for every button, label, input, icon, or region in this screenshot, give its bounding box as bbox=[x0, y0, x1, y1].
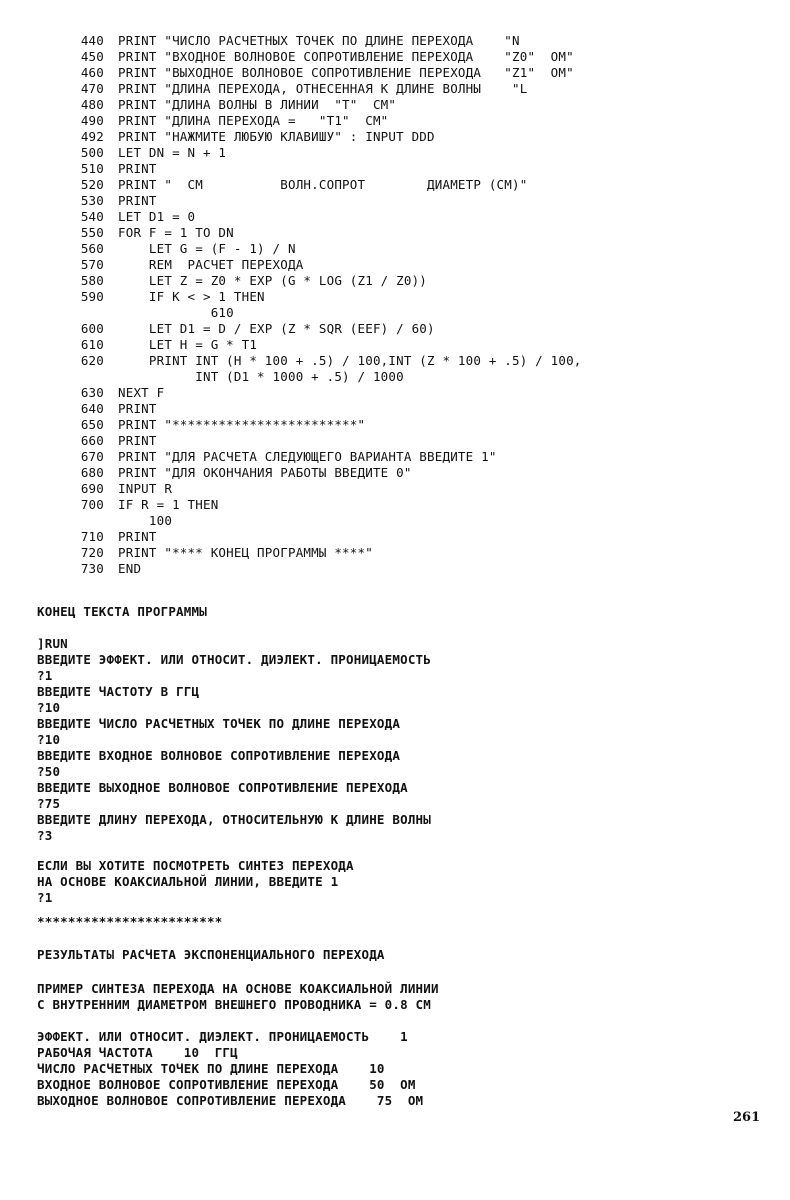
line-number: 470 bbox=[80, 81, 104, 96]
output-line: РЕЗУЛЬТАТЫ РАСЧЕТА ЭКСПОНЕНЦИАЛЬНОГО ПЕРЕХОДА bbox=[37, 947, 385, 962]
line-number: 530 bbox=[80, 193, 104, 208]
line-number: 580 bbox=[80, 273, 104, 288]
code-line bbox=[0, 417, 790, 433]
code-line bbox=[0, 353, 790, 369]
code-line bbox=[0, 161, 790, 177]
output-line: ВВЕДИТЕ ВЫХОДНОЕ ВОЛНОВОЕ СОПРОТИВЛЕНИЕ ПЕРЕХОДА bbox=[37, 780, 408, 795]
code-text: PRINT " СМ ВОЛН.СОПРОТ ДИАМЕТР (СМ)" bbox=[118, 177, 528, 192]
code-text: PRINT "ДЛЯ РАСЧЕТА СЛЕДУЮЩЕГО ВАРИАНТА ВВЕДИТЕ 1" bbox=[118, 449, 497, 464]
code-text: PRINT bbox=[118, 433, 157, 448]
code-text: LET Z = Z0 * EXP (G * LOG (Z1 / Z0)) bbox=[118, 273, 428, 288]
line-number: 450 bbox=[80, 49, 104, 64]
line-number: 600 bbox=[80, 321, 104, 336]
code-text: INT (D1 * 1000 + .5) / 1000 bbox=[118, 369, 404, 384]
line-number: 650 bbox=[80, 417, 104, 432]
listing-end-label: КОНЕЦ ТЕКСТА ПРОГРАММЫ bbox=[37, 604, 207, 619]
code-text: INPUT R bbox=[118, 481, 173, 496]
code-text: PRINT "ВХОДНОЕ ВОЛНОВОЕ СОПРОТИВЛЕНИЕ ПЕРЕХОДА "Z0" ОМ" bbox=[118, 49, 574, 64]
code-text: LET G = (F - 1) / N bbox=[118, 241, 296, 256]
page-number: 261 bbox=[733, 1110, 761, 1125]
code-text: FOR F = 1 TO DN bbox=[118, 225, 234, 240]
code-line bbox=[0, 545, 790, 561]
code-line bbox=[0, 449, 790, 465]
output-line: ВВЕДИТЕ ВХОДНОЕ ВОЛНОВОЕ СОПРОТИВЛЕНИЕ ПЕРЕХОДА bbox=[37, 748, 401, 763]
code-line bbox=[0, 65, 790, 81]
code-text: LET D1 = 0 bbox=[118, 209, 196, 224]
output-line: ВХОДНОЕ ВОЛНОВОЕ СОПРОТИВЛЕНИЕ ПЕРЕХОДА 50 ОМ bbox=[37, 1077, 416, 1092]
line-number: 540 bbox=[80, 209, 104, 224]
code-line bbox=[0, 225, 790, 241]
output-line: ЕСЛИ ВЫ ХОТИТЕ ПОСМОТРЕТЬ СИНТЕЗ ПЕРЕХОДА bbox=[37, 858, 354, 873]
output-line: ?1 bbox=[37, 890, 53, 905]
line-number: 630 bbox=[80, 385, 104, 400]
code-text: 100 bbox=[118, 513, 173, 528]
output-line: ПРИМЕР СИНТЕЗА ПЕРЕХОДА НА ОСНОВЕ КОАКСИАЛЬНОЙ ЛИНИИ bbox=[37, 981, 439, 996]
line-number: 492 bbox=[80, 129, 104, 144]
code-text: PRINT "ДЛИНА ПЕРЕХОДА, ОТНЕСЕННАЯ К ДЛИНЕ ВОЛНЫ "L bbox=[118, 81, 528, 96]
line-number: 490 bbox=[80, 113, 104, 128]
code-text: PRINT "ДЛИНА ПЕРЕХОДА = "T1" СМ" bbox=[118, 113, 389, 128]
line-number: 690 bbox=[80, 481, 104, 496]
output-line: ВВЕДИТЕ ЧИСЛО РАСЧЕТНЫХ ТОЧЕК ПО ДЛИНЕ ПЕРЕХОДА bbox=[37, 716, 401, 731]
code-line bbox=[0, 193, 790, 209]
code-line bbox=[0, 129, 790, 145]
code-line bbox=[0, 321, 790, 337]
line-number: 460 bbox=[80, 65, 104, 80]
line-number: 560 bbox=[80, 241, 104, 256]
output-line: ************************ bbox=[37, 914, 223, 929]
code-line bbox=[0, 81, 790, 97]
code-line bbox=[0, 497, 790, 513]
code-text: REM РАСЧЕТ ПЕРЕХОДА bbox=[118, 257, 304, 272]
line-number: 510 bbox=[80, 161, 104, 176]
code-text: PRINT bbox=[118, 193, 157, 208]
code-line bbox=[0, 33, 790, 49]
code-line bbox=[0, 465, 790, 481]
code-line bbox=[0, 433, 790, 449]
code-line bbox=[0, 481, 790, 497]
code-text: PRINT INT (H * 100 + .5) / 100,INT (Z * 100 + .5) / 100, bbox=[118, 353, 582, 368]
output-line: ЧИСЛО РАСЧЕТНЫХ ТОЧЕК ПО ДЛИНЕ ПЕРЕХОДА 10 bbox=[37, 1061, 385, 1076]
code-line bbox=[0, 241, 790, 257]
line-number: 610 bbox=[80, 337, 104, 352]
output-line: ?3 bbox=[37, 828, 53, 843]
code-text: PRINT bbox=[118, 161, 157, 176]
code-text: 610 bbox=[118, 305, 234, 320]
line-number: 720 bbox=[80, 545, 104, 560]
output-line: ЭФФЕКТ. ИЛИ ОТНОСИТ. ДИЭЛЕКТ. ПРОНИЦАЕМОСТЬ 1 bbox=[37, 1029, 408, 1044]
code-text: END bbox=[118, 561, 142, 576]
code-line bbox=[0, 513, 790, 529]
code-line bbox=[0, 561, 790, 577]
output-line: ?10 bbox=[37, 700, 61, 715]
line-number: 520 bbox=[80, 177, 104, 192]
code-text: PRINT "************************" bbox=[118, 417, 366, 432]
code-line bbox=[0, 177, 790, 193]
code-text: PRINT "НАЖМИТЕ ЛЮБУЮ КЛАВИШУ" : INPUT DDD bbox=[118, 129, 435, 144]
output-line: ВВЕДИТЕ ДЛИНУ ПЕРЕХОДА, ОТНОСИТЕЛЬНУЮ К ДЛИНЕ ВОЛНЫ bbox=[37, 812, 432, 827]
line-number: 550 bbox=[80, 225, 104, 240]
output-line: ВВЕДИТЕ ЭФФЕКТ. ИЛИ ОТНОСИТ. ДИЭЛЕКТ. ПРОНИЦАЕМОСТЬ bbox=[37, 652, 432, 667]
code-text: LET H = G * T1 bbox=[118, 337, 258, 352]
code-line bbox=[0, 145, 790, 161]
code-text: PRINT "**** КОНЕЦ ПРОГРАММЫ ****" bbox=[118, 545, 373, 560]
code-text: PRINT "ДЛИНА ВОЛНЫ В ЛИНИИ "T" СМ" bbox=[118, 97, 397, 112]
line-number: 700 bbox=[80, 497, 104, 512]
code-text: PRINT "ЧИСЛО РАСЧЕТНЫХ ТОЧЕК ПО ДЛИНЕ ПЕРЕХОДА "N bbox=[118, 33, 520, 48]
output-line: ?10 bbox=[37, 732, 61, 747]
code-line bbox=[0, 113, 790, 129]
line-number: 680 bbox=[80, 465, 104, 480]
code-line bbox=[0, 289, 790, 305]
code-text: LET DN = N + 1 bbox=[118, 145, 227, 160]
output-line bbox=[0, 930, 790, 946]
line-number: 620 bbox=[80, 353, 104, 368]
output-line: ?75 bbox=[37, 796, 61, 811]
line-number: 660 bbox=[80, 433, 104, 448]
code-text: PRINT bbox=[118, 401, 157, 416]
line-number: 710 bbox=[80, 529, 104, 544]
output-line: ?1 bbox=[37, 668, 53, 683]
output-line: ВЫХОДНОЕ ВОЛНОВОЕ СОПРОТИВЛЕНИЕ ПЕРЕХОДА 75 ОМ bbox=[37, 1093, 424, 1108]
line-number: 670 bbox=[80, 449, 104, 464]
line-number: 440 bbox=[80, 33, 104, 48]
output-line: С ВНУТРЕННИМ ДИАМЕТРОМ ВНЕШНЕГО ПРОВОДНИКА = 0.8 СМ bbox=[37, 997, 432, 1012]
code-text: LET D1 = D / EXP (Z * SQR (EEF) / 60) bbox=[118, 321, 435, 336]
output-line: РАБОЧАЯ ЧАСТОТА 10 ГГЦ bbox=[37, 1045, 238, 1060]
code-line bbox=[0, 385, 790, 401]
code-text: PRINT "ВЫХОДНОЕ ВОЛНОВОЕ СОПРОТИВЛЕНИЕ ПЕРЕХОДА "Z1" ОМ" bbox=[118, 65, 574, 80]
code-line bbox=[0, 369, 790, 385]
code-line bbox=[0, 49, 790, 65]
code-line bbox=[0, 529, 790, 545]
line-number: 570 bbox=[80, 257, 104, 272]
code-text: PRINT bbox=[118, 529, 157, 544]
output-line: НА ОСНОВЕ КОАКСИАЛЬНОЙ ЛИНИИ, ВВЕДИТЕ 1 bbox=[37, 874, 339, 889]
line-number: 640 bbox=[80, 401, 104, 416]
code-text: IF K < > 1 THEN bbox=[118, 289, 265, 304]
code-text: NEXT F bbox=[118, 385, 165, 400]
code-line bbox=[0, 209, 790, 225]
code-line bbox=[0, 337, 790, 353]
output-line: ?50 bbox=[37, 764, 61, 779]
line-number: 480 bbox=[80, 97, 104, 112]
line-number: 500 bbox=[80, 145, 104, 160]
code-text: IF R = 1 THEN bbox=[118, 497, 219, 512]
output-line: ]RUN bbox=[37, 636, 68, 651]
output-line bbox=[0, 1013, 790, 1029]
code-line bbox=[0, 401, 790, 417]
output-line: ВВЕДИТЕ ЧАСТОТУ В ГГЦ bbox=[37, 684, 200, 699]
code-text: PRINT "ДЛЯ ОКОНЧАНИЯ РАБОТЫ ВВЕДИТЕ 0" bbox=[118, 465, 412, 480]
output-line bbox=[0, 963, 790, 979]
line-number: 590 bbox=[80, 289, 104, 304]
code-line bbox=[0, 273, 790, 289]
code-line bbox=[0, 257, 790, 273]
code-line bbox=[0, 97, 790, 113]
code-line bbox=[0, 305, 790, 321]
line-number: 730 bbox=[80, 561, 104, 576]
